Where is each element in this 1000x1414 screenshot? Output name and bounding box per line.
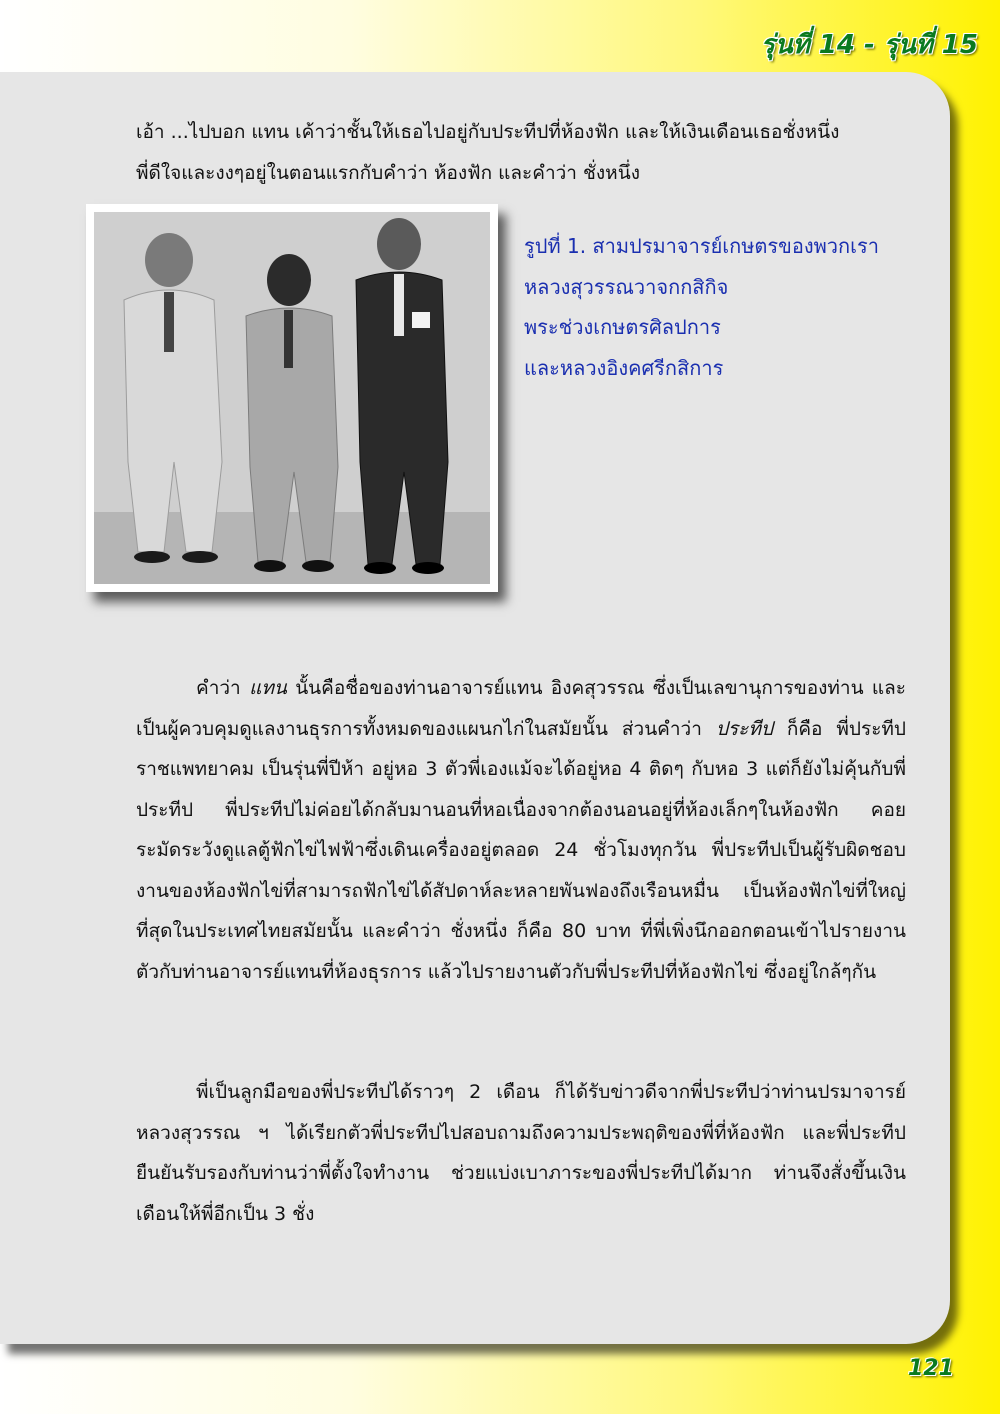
figure-photo-frame [86,204,498,592]
intro-paragraph [136,112,910,193]
three-men-photo-illustration [94,212,490,584]
caption-line-4: และหลวงอิงคศรีกสิการ [524,355,724,380]
chapter-title: รุ่นที่ 14 - รุ่นที่ 15 [760,30,978,60]
para1-rest: ก็คือ พี่ประทีป ราชแพทยาคม เป็นรุ่นพี่ปีห้า อยู่หอ 3 ตัวพี่เองแม้จะได้อยู่หอ 4 ติดๆ กับหอ 3 แต่ก็ยังไม่คุ้นกับพี่ประทีป พี่ประทีปไม่ค่อยได้กลับมานอนที่หอเนื่องจากต้องนอนอยู่ที่ห้องเล็กๆในห้องฟัก คอยระมัดระวังดูแลตู้ฟักไข่ไฟฟ้าซึ่งเดินเครื่องอยู่ตลอด 24 ชั่วโมงทุกวัน พี่ประทีปเป็นผู้รับผิดชอบงานของห้องฟักไข่ที่สามารถฟักไข่ได้สัปดาห์ละหลายพันฟองถึงเรือนหมื่น เป็นห้องฟักไข่ที่ใหญ่ที่สุดในประเทศไทยสมัยนั้น และคำว่า ชั่งหนึ่ง ก็คือ 80 บาท ที่พี่เพิ่งนึกออกตอนเข้าไปรายงานตัวกับท่านอาจารย์แทนที่ห้องธุรการ แล้วไปรายงานตัวกับพี่ประทีปที่ห้องฟักไข่ ซึ่งอยู่ใกล้ๆกัน [136,717,906,983]
caption-line-1: รูปที่ 1. สามปรมาจารย์เกษตรของพวกเรา [524,234,879,258]
historical-photo [94,212,490,584]
intro-line-1: เอ้า ...ไปบอก แทน เค้าว่าชั้นให้เธอไปอยู่กับประทีปที่ห้องฟัก และให้เงินเดือนเธอชั่งหนึ่ง [136,121,840,143]
intro-line-2: พี่ดีใจและงงๆอยู่ในตอนแรกกับคำว่า ห้องฟัก และคำว่า ชั่งหนึ่ง [136,161,640,184]
figure-caption [524,226,924,388]
caption-line-3: พระช่วงเกษตรศิลปการ [524,315,721,339]
para1-term-taen: แทน [249,677,287,699]
body-paragraph-2: พี่เป็นลูกมือของพี่ประทีปได้ราวๆ 2 เดือน ก็ได้รับข่าวดีจากพี่ประทีปว่าท่านปรมาจารย์ หลวงสุวรรณ ฯ ได้เรียกตัวพี่ประทีปไปสอบถามถึงความประพฤติของพี่ที่ห้องฟัก และพี่ประทีปยืนยันรับรองกับท่านว่าพี่ตั้งใจทำงาน ช่วยแบ่งเบาภาระของพี่ประทีปได้มาก ท่านจึงสั่งขึ้นเงินเดือนให้พี่อีกเป็น 3 ชั่ง [136,1081,906,1225]
page-number: 121 [908,1356,954,1381]
para1-mid: นั้นคือชื่อของท่านอาจารย์แทน อิงคสุวรรณ ซึ่งเป็นเลขานุการของท่าน และเป็นผู้ควบคุมดูแลงานธุรการทั้งหมดของแผนกไก่ในสมัยนั้น ส่วนคำว่า [136,677,906,740]
caption-line-2: หลวงสุวรรณวาจกกสิกิจ [524,274,729,299]
para1-term-prateep: ประทีป [715,717,773,740]
para1-lead: คำว่า [196,677,250,699]
body-paragraph-1 [136,668,906,992]
